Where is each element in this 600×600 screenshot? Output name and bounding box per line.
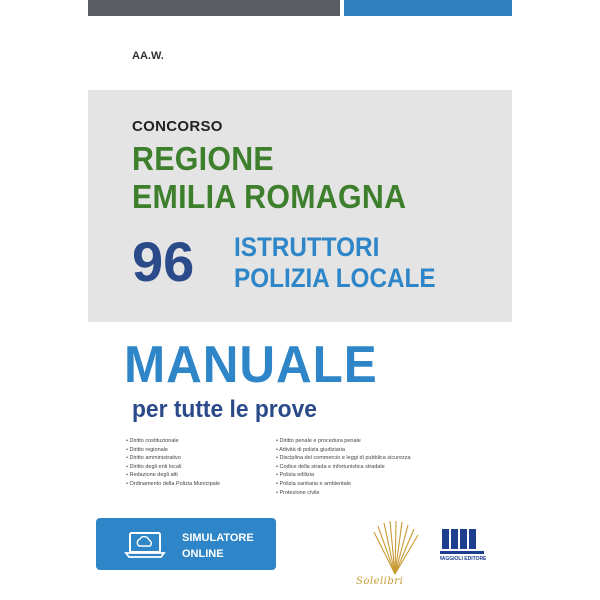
manual-title: MANUALE xyxy=(124,336,378,394)
simulator-badge xyxy=(96,518,276,570)
simulator-line-2: ONLINE xyxy=(182,548,224,560)
book-cover xyxy=(88,0,512,600)
sun-logo xyxy=(370,520,420,581)
author: AA.W. xyxy=(132,50,164,62)
topic-item: • Disciplina del commercio e leggi di pubblica sicurezza xyxy=(276,454,411,463)
topic-item: • Diritto costituzionale xyxy=(126,437,220,446)
topic-item: • Ordinamento della Polizia Municipale xyxy=(126,480,220,489)
topics-list-left xyxy=(126,437,220,489)
position-count: 96 xyxy=(132,230,195,293)
topic-item: • Redazione degli atti xyxy=(126,471,220,480)
topic-item: • Polizia sanitaria e ambientale xyxy=(276,480,411,489)
topic-item: • Diritto degli enti locali xyxy=(126,463,220,472)
topics-list-right xyxy=(276,437,411,497)
role-title xyxy=(234,232,436,294)
role-line-2: POLIZIA LOCALE xyxy=(234,263,436,293)
region-title xyxy=(132,140,406,216)
concorso-label: CONCORSO xyxy=(132,118,223,135)
topic-item: • Codice della strada e infortunistica stradale xyxy=(276,463,411,472)
topic-item: • Protezione civile xyxy=(276,489,411,498)
region-line-1: REGIONE xyxy=(132,140,274,177)
topic-item: • Diritto regionale xyxy=(126,446,220,455)
topic-item: • Diritto amministrativo xyxy=(126,454,220,463)
maggioli-logo xyxy=(440,528,486,562)
laptop-cloud-icon xyxy=(124,532,166,563)
top-band-dark xyxy=(88,0,340,16)
topic-item: • Attività di polizia giudiziaria xyxy=(276,446,411,455)
role-line-1: ISTRUTTORI xyxy=(234,232,380,262)
publisher-name: MAGGIOLI EDITORE xyxy=(440,556,486,562)
topic-item: • Polizia edilizia xyxy=(276,471,411,480)
watermark: Solelibri xyxy=(356,576,404,587)
manual-subtitle: per tutte le prove xyxy=(132,396,317,423)
top-band-blue xyxy=(344,0,512,16)
topic-item: • Diritto penale e procedura penale xyxy=(276,437,411,446)
region-line-2: EMILIA ROMAGNA xyxy=(132,178,407,215)
simulator-label xyxy=(182,530,254,562)
simulator-line-1: SIMULATORE xyxy=(182,532,254,544)
